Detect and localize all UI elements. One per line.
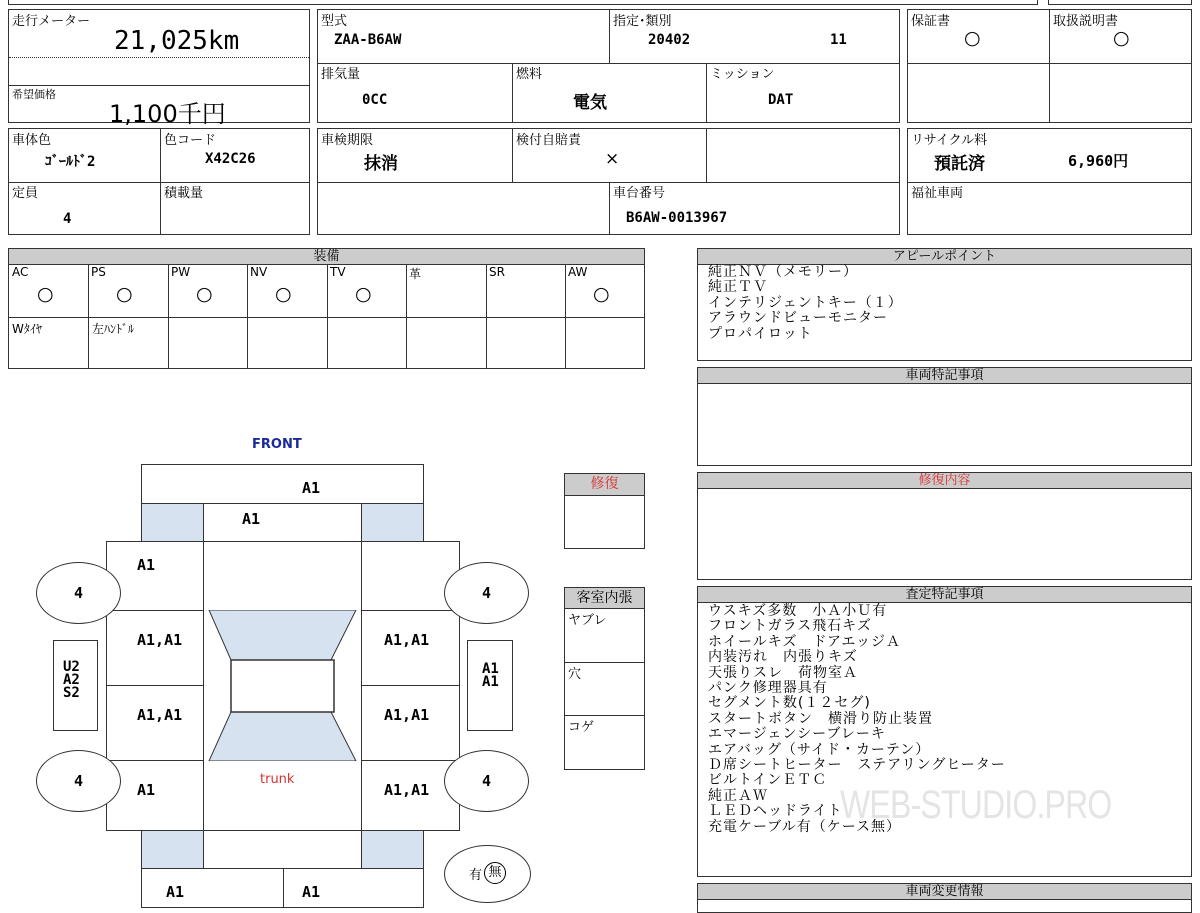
insurance-label: 検付自賠責: [516, 133, 582, 148]
capacity-value: 4: [63, 211, 72, 227]
interior-burn: コゲ: [568, 720, 595, 735]
displacement-label: 排気量: [321, 67, 361, 82]
quarter-left: A1: [106, 760, 204, 831]
front-left-corner: [141, 503, 204, 542]
color-label: 車体色: [12, 133, 52, 148]
equipment-label: PW: [171, 265, 191, 279]
fuel-label: 燃料: [516, 67, 543, 82]
welfare-label: 福祉車両: [911, 186, 964, 201]
tire-rear-right: 4: [444, 750, 529, 812]
model-label: 型式: [321, 14, 348, 29]
assessment-box: [697, 586, 1192, 877]
door-front-right: A1,A1: [361, 610, 460, 686]
interior-hole: 穴: [568, 667, 582, 682]
recycle-label: リサイクル料: [911, 133, 988, 148]
rear-bumper-right: A1: [283, 868, 424, 908]
front-fender-left: A1: [106, 541, 204, 611]
color-code-label: 色コード: [164, 133, 217, 148]
spare-no: 無: [484, 862, 506, 884]
equipment-label: NV: [250, 265, 268, 279]
door-rear-left: A1,A1: [106, 685, 204, 761]
equipment-check-icon: ○: [355, 283, 372, 305]
equipment-wtire: Wﾀｲﾔ: [12, 322, 42, 336]
appeal-title: アピールポイント: [698, 249, 1191, 265]
front-bumper: A1: [141, 464, 424, 504]
equipment-check-icon: ○: [116, 283, 133, 305]
hood: A1: [203, 503, 362, 542]
displacement-value: 0CC: [362, 92, 388, 108]
equipment-label: AW: [568, 265, 588, 279]
designation-value: 20402: [648, 32, 691, 48]
assessment-text: ウスキズ多数 小Ａ小Ｕ有 フロントガラス飛石キズ ホイールキズ ドアエッジＡ 内装汚れ 内張りキズ 天張りスレ 荷物室Ａ パンク修理器具有 セグメント数(１２セグ) スタートボタン 横滑り防止装置 エマージェンシーブレーキ エアバッグ（サイド・カーテン） Ｄ席シートヒーター ステアリングヒーター ビルトインＥＴＣ 純正ＡＷ ＬＥＤヘッドライト 充電ケーブル有（ケース無）: [708, 603, 1006, 835]
equipment-check-icon: ○: [37, 283, 54, 305]
mileage-label: 走行メーター: [12, 14, 91, 29]
side-sill-left: U2 A2 S2: [53, 640, 98, 731]
interior-box-title: 客室内張: [565, 588, 644, 609]
equipment-label: TV: [330, 265, 346, 279]
interior-tear: ヤブレ: [568, 613, 607, 628]
designation-label: 指定･類別: [613, 14, 672, 29]
warranty-label: 保証書: [911, 14, 951, 29]
documents-box: [907, 9, 1192, 123]
equipment-check-icon: ○: [196, 283, 213, 305]
insurance-value: ×: [605, 149, 620, 169]
color-value: ｺﾞｰﾙﾄﾞ2: [45, 154, 96, 170]
tire-rear-left: 4: [36, 750, 121, 812]
spare-tire-indicator: [444, 845, 531, 903]
manual-label: 取扱説明書: [1053, 14, 1119, 29]
trunk-label: trunk: [260, 772, 295, 787]
mileage-value: 21,025km: [114, 26, 240, 56]
assessment-title: 査定特記事項: [698, 587, 1191, 603]
watermark: WEB-STUDIO.PRO: [840, 783, 1112, 827]
appeal-text: 純正ＮＶ（メモリー） 純正ＴＶ インテリジェントキー（１） アラウンドビューモニター プロパイロット: [708, 264, 903, 342]
recycle-box: [907, 128, 1192, 235]
front-right-corner: [361, 503, 424, 542]
quarter-right: A1,A1: [361, 760, 460, 831]
capacity-label: 定員: [12, 186, 39, 201]
color-code-value: X42C26: [205, 151, 256, 167]
repair-box-title: 修復: [565, 474, 644, 496]
tire-front-left: 4: [36, 562, 121, 624]
change-info-box: [697, 883, 1192, 913]
chassis-label: 車台番号: [613, 186, 666, 201]
change-info-title: 車両変更情報: [698, 884, 1191, 900]
front-label: FRONT: [252, 437, 302, 452]
side-sill-right: A1 A1: [467, 640, 513, 731]
vehicle-notes-box: [697, 367, 1192, 466]
equipment-left-handle: 左ﾊﾝﾄﾞﾙ: [92, 322, 135, 336]
equipment-label: PS: [91, 265, 106, 279]
mission-label: ミッション: [710, 67, 775, 82]
trunk-lid: [203, 830, 362, 869]
equipment-check-icon: ○: [275, 283, 292, 305]
rear-left-corner: [141, 830, 204, 869]
inspection-label: 車検期限: [321, 133, 374, 148]
price-value: 1,100千円: [109, 100, 226, 128]
equipment-label: 革: [409, 267, 422, 281]
load-label: 積載量: [164, 186, 204, 201]
top-strip-right: [1048, 0, 1192, 5]
fuel-value: 電気: [573, 93, 607, 113]
equipment-check-icon: ○: [593, 283, 610, 305]
door-rear-right: A1,A1: [361, 685, 460, 761]
repair-details-title: 修復内容: [698, 473, 1191, 489]
mission-value: DAT: [768, 92, 794, 108]
inspection-value: 抹消: [364, 154, 398, 174]
chassis-value: B6AW-0013967: [626, 210, 728, 226]
rear-right-corner: [361, 830, 424, 869]
rear-bumper-left: A1: [141, 868, 284, 908]
appeal-box: [697, 248, 1192, 361]
manual-value: ○: [1113, 27, 1130, 49]
roof-glass: [203, 610, 362, 761]
category-value: 11: [830, 32, 847, 48]
recycle-value: 6,960円: [1068, 152, 1129, 170]
equipment-label: SR: [489, 265, 505, 279]
equipment-title: 装備: [9, 249, 644, 265]
price-label: 希望価格: [12, 88, 56, 101]
warranty-value: ○: [964, 27, 981, 49]
repair-details-box: [697, 472, 1192, 580]
model-value: ZAA-B6AW: [334, 32, 402, 48]
tire-front-right: 4: [444, 562, 529, 624]
door-front-left: A1,A1: [106, 610, 204, 686]
vehicle-notes-title: 車両特記事項: [698, 368, 1191, 384]
spare-yes: 有: [469, 868, 483, 883]
equipment-label: AC: [12, 265, 29, 279]
recycle-status: 預託済: [934, 154, 985, 174]
